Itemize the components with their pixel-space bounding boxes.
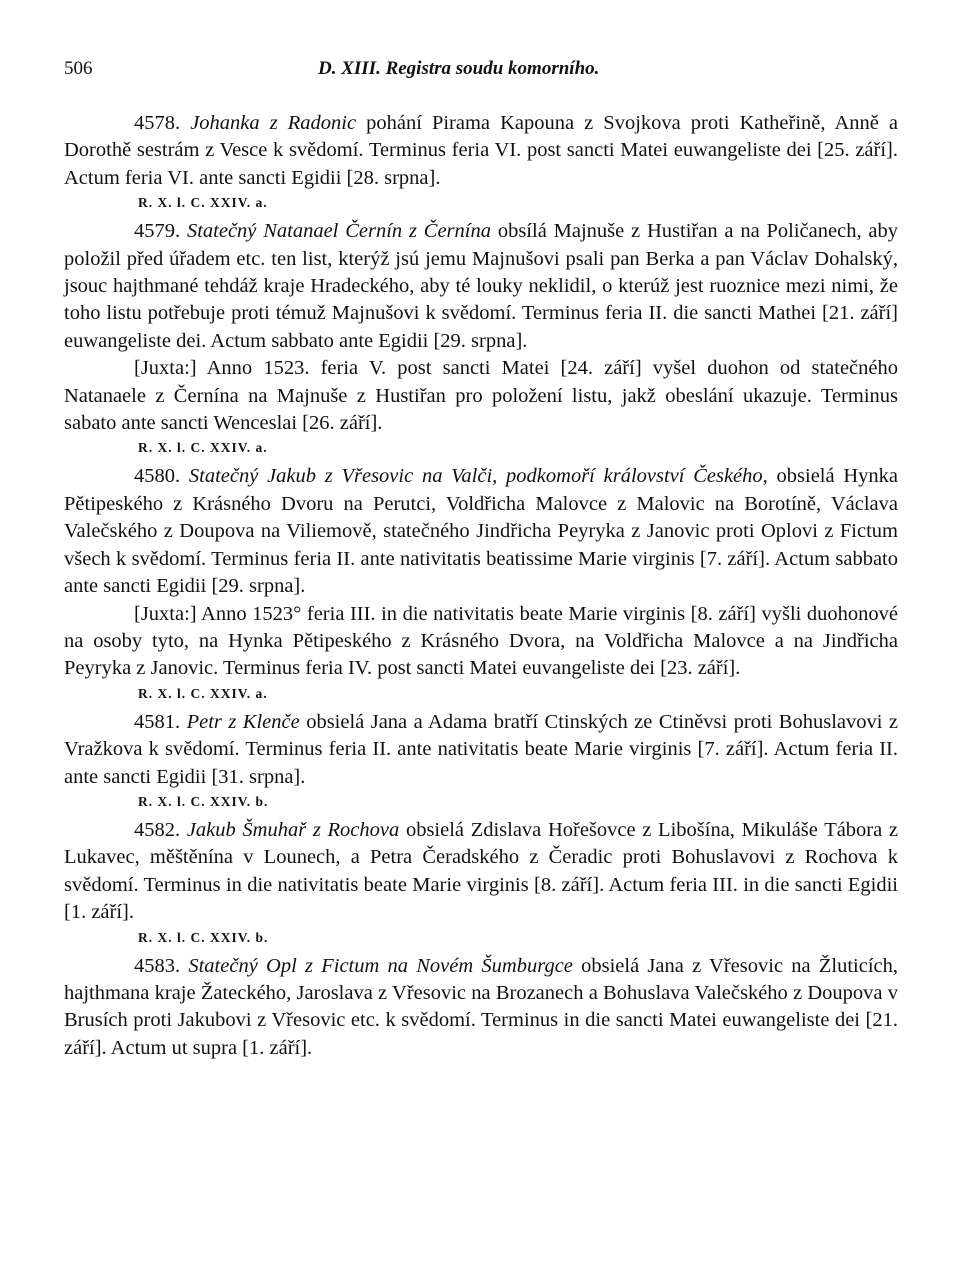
entry-4583 bbox=[64, 953, 898, 1063]
entry-names: Statečný Opl z Fictum na Novém Šumburgce bbox=[188, 954, 573, 977]
entry-names: Johanka z Radonic bbox=[190, 112, 357, 134]
entry-list bbox=[64, 110, 898, 1062]
entry-number: 4578. bbox=[134, 112, 181, 134]
running-head bbox=[64, 58, 898, 88]
entry-text bbox=[64, 218, 898, 355]
entry-continuation: [Juxta:] Anno 1523. feria V. post sancti Matei [24. září] vyšel duohon od statečného Natanaele z Černína na Majnuše z Hustiřan pro položení listu, jakž obeslání ukazuje. Terminus sabato ante sancti Wenceslai [26. září]. bbox=[64, 357, 898, 435]
entry-text bbox=[64, 817, 898, 927]
entry-number: 4583. bbox=[134, 954, 181, 977]
entry-body: obsielá Jana z Vřesovic na Žluticích, hajthmana kraje Žateckého, Jaroslava z Vřesovic na Brozanech a Bohuslava Valečského z Doupova v Brusích proti Jakubovi z Vřesovic etc. k svědomí. Terminus in die sancti Matei euwangeliste dei [21. září]. Actum ut supra [1. září]. bbox=[64, 954, 898, 1059]
entry-names: Statečný Jakub z Vřesovic na Valči, podkomoří království Českého, bbox=[188, 465, 768, 488]
archival-reference: R. X. l. C. XXIV. a. bbox=[138, 440, 268, 456]
entry-body: obsielá Jana a Adama bratří Ctinských ze Ctiněvsi proti Bohuslavovi z Vražkova k svědomí. Terminus feria II. ante nativitatis beate Marie virginis [7. září]. Actum feria II. ante sancti Egidii [31. srpna]. bbox=[64, 710, 899, 788]
entry-text bbox=[64, 953, 898, 1063]
entry-number: 4580. bbox=[134, 465, 181, 488]
entry-4580 bbox=[64, 463, 898, 701]
archival-reference: R. X. l. C. XXIV. a. bbox=[138, 195, 268, 211]
entry-body: obsielá Zdislava Hořešovce z Libošína, Mikuláše Tábora z Lukavec, měštěnína v Lounech, a Petra Čeradského z Čeradic proti Bohuslavovi z Rochova k svědomí. Terminus in die nativitatis beate Marie virginis [8. září]. Actum feria III. in die sancti Egidii [1. září]. bbox=[64, 818, 899, 924]
entry-names: Statečný Natanael Černín z Černína bbox=[186, 220, 491, 243]
archival-reference: R. X. l. C. XXIV. a. bbox=[138, 685, 268, 701]
entry-text bbox=[64, 709, 898, 791]
entry-names: Petr z Klenče bbox=[186, 710, 300, 733]
entry-number: 4581. bbox=[134, 710, 181, 733]
page-number: 506 bbox=[64, 58, 93, 79]
entry-body: obsílá Majnuše z Hustiřan a na Poličanech, aby položil před úřadem etc. ten list, kterýž jsú jemu Majnušovi psali pan Berka a pan Václav Dohalský, jsouc hajthmané tehdáž kraje Hradeckého, aby té louky neklidil, o kterúž jest ruoznice mezi nimi, že toho listu potřebuje proti témuž Majnušovi k svědomí. Terminus feria II. die sancti Mathei [21. září] euwangeliste dei. Actum sabbato ante Egidii [29. srpna]. bbox=[64, 220, 898, 352]
entry-continuation: [Juxta:] Anno 1523° feria III. in die nativitatis beate Marie virginis [8. září] vyšli duohonové na osoby tyto, na Hynka Pětipeského z Krásného Dvora, na Voldřicha Malovce a na Jindřicha Peyryka z Janovic. Terminus feria IV. post sancti Matei euvangeliste dei [23. září]. bbox=[64, 602, 898, 680]
running-title: D. XIII. Registra soudu komorního. bbox=[318, 58, 600, 79]
entry-text bbox=[64, 110, 898, 192]
archival-reference: R. X. l. C. XXIV. b. bbox=[138, 793, 269, 809]
entry-4579 bbox=[64, 218, 898, 456]
archival-reference: R. X. l. C. XXIV. b. bbox=[138, 929, 269, 945]
entry-names: Jakub Šmuhař z Rochova bbox=[186, 818, 400, 841]
entry-number: 4579. bbox=[134, 220, 181, 243]
entry-text bbox=[64, 463, 898, 600]
entry-body: obsielá Hynka Pětipeského z Krásného Dvoru na Perutci, Voldřicha Malovce z Malovic na Borotíně, Václava Valečského z Doupova na Viliemově, statečného Jindřicha Peyryka z Janovic proti Oplovi z Fictum všech k svědomí. Terminus feria II. ante nativitatis beatissime Marie virginis [7. září]. Actum sabbato ante sancti Egidii [29. srpna]. bbox=[64, 465, 898, 598]
document-page bbox=[64, 58, 898, 1248]
entry-4582 bbox=[64, 817, 898, 946]
entry-4578 bbox=[64, 110, 898, 211]
entry-4581 bbox=[64, 709, 898, 810]
entry-body: pohání Pirama Kapouna z Svojkova proti Katheřině, Anně a Dorothě sestrám z Vesce k svědomí. Terminus feria VI. post sancti Matei euwangeliste dei [25. září]. Actum feria VI. ante sancti Egidii [28. srpna]. bbox=[64, 112, 898, 189]
entry-number: 4582. bbox=[134, 818, 181, 841]
